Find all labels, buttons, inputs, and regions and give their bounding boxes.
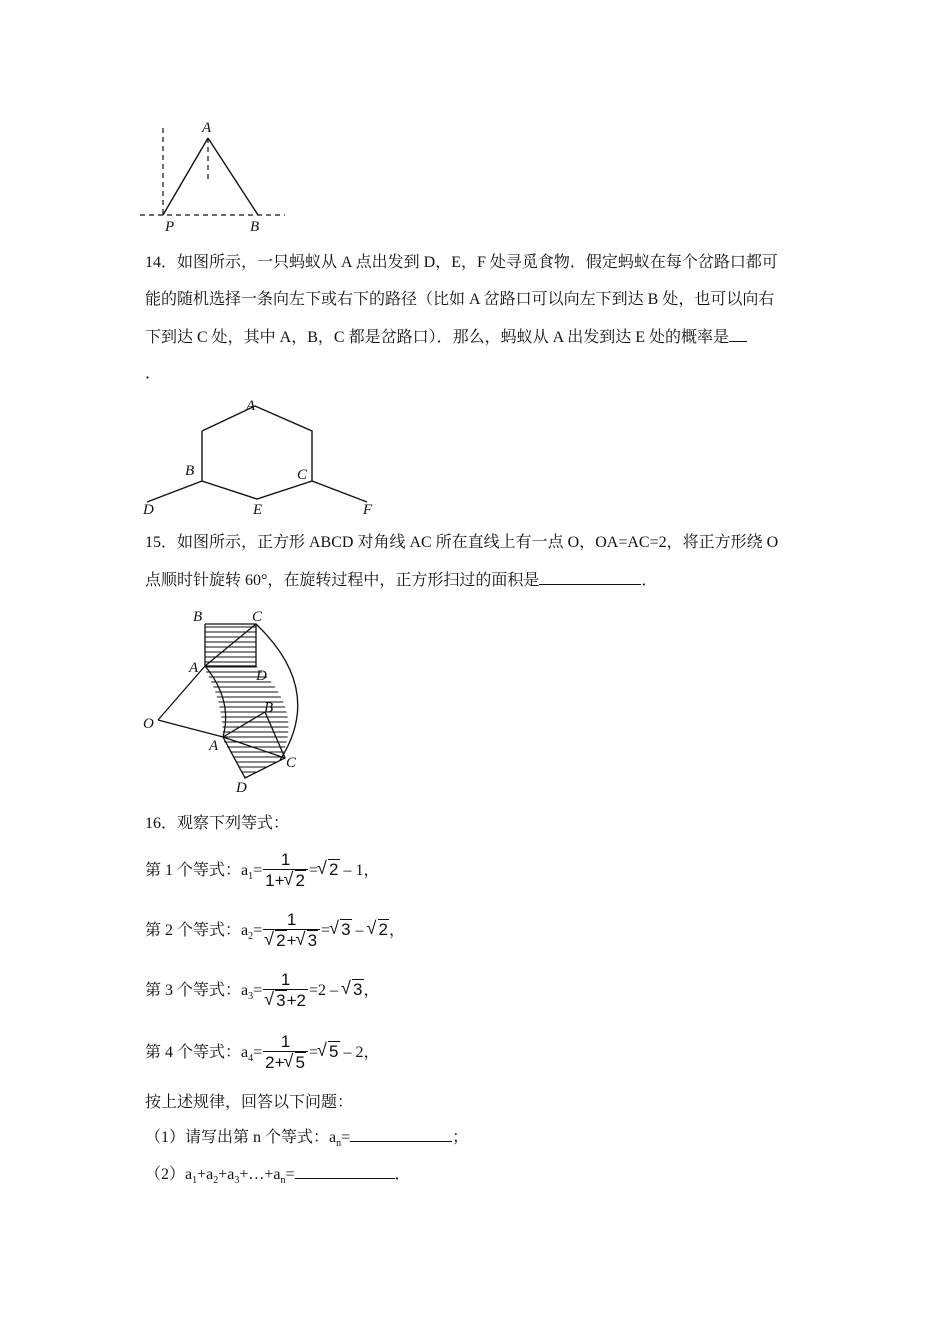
eq1-sub: 1 bbox=[248, 871, 254, 883]
q14-line4: ． bbox=[145, 365, 162, 382]
eq3-den bbox=[263, 989, 308, 1011]
eq3-r1: √ 3 bbox=[342, 968, 363, 1012]
label-c-rot: C bbox=[286, 755, 297, 771]
eq1-fraction bbox=[263, 851, 308, 891]
label-c: C bbox=[297, 467, 308, 483]
eq4-eq2: = bbox=[309, 1044, 319, 1061]
eq2-den bbox=[263, 929, 320, 951]
p1-sub: n bbox=[336, 1138, 342, 1150]
eq1-label: 第 1 个等式： bbox=[145, 862, 242, 879]
q16-eq1 bbox=[145, 848, 380, 899]
label-a-rot: A bbox=[209, 738, 219, 754]
p1-answer-blank bbox=[350, 1127, 452, 1142]
eq1-r1: √ 2 bbox=[318, 848, 339, 892]
p2-t2: +a bbox=[218, 1166, 235, 1183]
eq4-fraction bbox=[263, 1033, 308, 1073]
label-d-top: D bbox=[256, 668, 267, 684]
q15-line2-text: 点顺时针旋转 60°，在旋转过程中，正方形扫过的面积是 bbox=[145, 572, 540, 589]
eq4-r1: √ 5 bbox=[318, 1030, 339, 1074]
eq1-den-a: 1+ bbox=[265, 871, 285, 891]
p2-t3: +…+a bbox=[239, 1166, 281, 1183]
eq2-r2: √ 2 bbox=[368, 908, 389, 952]
eq1-den-rad: √ 2 bbox=[285, 871, 306, 891]
p2-s2: 2 bbox=[213, 1175, 219, 1187]
q16-eq3 bbox=[145, 968, 380, 1019]
p2-s1: 1 bbox=[192, 1175, 198, 1187]
eq3-sub: 3 bbox=[248, 991, 254, 1003]
eq2-den-rad1: √ 2 bbox=[265, 931, 286, 951]
p2-pre: （2）a bbox=[145, 1166, 193, 1183]
q14-line3 bbox=[145, 327, 747, 348]
eq1-eq: = bbox=[253, 862, 263, 879]
q15-answer-blank bbox=[539, 570, 641, 585]
eq1-eq2: = bbox=[309, 862, 319, 879]
q15-line2 bbox=[145, 570, 657, 591]
eq2-fraction bbox=[263, 911, 320, 951]
q14-line1: 14．如图所示，一只蚂蚁从 A 点出发到 D，E，F 处寻觅食物．假定蚂蚁在每个岔路口都可 bbox=[145, 254, 778, 271]
label-d-rot: D bbox=[236, 780, 247, 796]
eq3-fraction bbox=[263, 971, 308, 1011]
eq2-num: 1 bbox=[286, 910, 297, 930]
label-b-top: B bbox=[193, 609, 203, 625]
eq2-eq2: = bbox=[321, 922, 331, 939]
p2-t1: +a bbox=[197, 1166, 214, 1183]
eq3-den-b: +2 bbox=[286, 991, 307, 1011]
eq2-plus: + bbox=[286, 931, 297, 951]
p2-sn: n bbox=[280, 1175, 286, 1187]
eq4-label: 第 4 个等式： bbox=[145, 1044, 242, 1061]
q16-eq4 bbox=[145, 1030, 380, 1081]
q16-rule: 按上述规律，回答以下问题： bbox=[145, 1094, 354, 1111]
eq4-den-rad: √ 5 bbox=[285, 1053, 306, 1073]
label-a: A bbox=[246, 398, 256, 414]
eq1-den bbox=[263, 869, 308, 891]
q16-part2 bbox=[145, 1164, 411, 1191]
q14-line2: 能的随机选择一条向左下或右下的路径（比如 A 岔路口可以向左下到达 B 处，也可以向右 bbox=[145, 291, 775, 308]
figure-q13 bbox=[135, 118, 295, 238]
eq2-den-rad2: √ 3 bbox=[297, 931, 318, 951]
eq4-den bbox=[263, 1051, 308, 1073]
label-f: F bbox=[363, 502, 373, 518]
p2-s3: 3 bbox=[234, 1175, 240, 1187]
eq2-r1: √ 3 bbox=[330, 908, 351, 952]
eq3-label: 第 3 个等式： bbox=[145, 982, 242, 999]
p1-eq: = bbox=[341, 1129, 351, 1146]
q14-line3-text: 下到达 C 处，其中 A，B，C 都是岔路口）．那么，蚂蚁从 A 出发到达 E 处的概率是 bbox=[145, 329, 730, 346]
q16-part1 bbox=[145, 1127, 468, 1154]
eq4-num: 1 bbox=[280, 1032, 291, 1052]
eq3-lhs: a bbox=[241, 982, 249, 999]
figure-q15 bbox=[135, 600, 335, 800]
eq2-eq: = bbox=[253, 922, 263, 939]
label-b-rot: B bbox=[264, 700, 274, 716]
eq1-lhs: a bbox=[241, 862, 249, 879]
p2-answer-blank bbox=[295, 1164, 395, 1179]
label-a: A bbox=[202, 120, 212, 136]
eq2-minus: – bbox=[351, 922, 368, 939]
label-a-top: A bbox=[189, 660, 199, 676]
q14-answer-blank bbox=[729, 327, 747, 342]
eq2-label: 第 2 个等式： bbox=[145, 922, 242, 939]
eq2-sub: 2 bbox=[248, 931, 254, 943]
eq3-tail: ， bbox=[363, 982, 380, 999]
label-b: B bbox=[250, 219, 260, 235]
q16-title: 16．观察下列等式： bbox=[145, 815, 290, 832]
label-d: D bbox=[143, 502, 154, 518]
label-b: B bbox=[185, 463, 195, 479]
eq3-eq2: =2 – bbox=[309, 982, 343, 999]
p1-post: ； bbox=[452, 1129, 469, 1146]
eq4-tail: – 2， bbox=[339, 1044, 380, 1061]
eq4-eq: = bbox=[253, 1044, 263, 1061]
q15-line2-end: ． bbox=[641, 572, 658, 589]
figure-q14 bbox=[135, 392, 385, 522]
eq1-tail: – 1， bbox=[339, 862, 380, 879]
eq2-tail: ， bbox=[389, 922, 406, 939]
label-o: O bbox=[143, 716, 154, 732]
label-e: E bbox=[253, 502, 263, 518]
p1-pre: （1）请写出第 n 个等式：a bbox=[145, 1129, 337, 1146]
q16-eq2 bbox=[145, 908, 405, 959]
label-c-top: C bbox=[252, 609, 263, 625]
label-p: P bbox=[165, 219, 175, 235]
p2-eq: = bbox=[285, 1166, 295, 1183]
eq1-num: 1 bbox=[280, 850, 291, 870]
eq3-num: 1 bbox=[280, 970, 291, 990]
eq4-den-a: 2+ bbox=[265, 1053, 285, 1073]
eq4-sub: 4 bbox=[248, 1053, 254, 1065]
eq2-lhs: a bbox=[241, 922, 249, 939]
p2-post: ． bbox=[394, 1166, 411, 1183]
eq3-den-rad: √ 3 bbox=[265, 991, 286, 1011]
eq3-eq: = bbox=[253, 982, 263, 999]
q15-line1: 15．如图所示，正方形 ABCD 对角线 AC 所在直线上有一点 O，OA=AC=2，将正方形绕 O bbox=[145, 534, 779, 551]
eq4-lhs: a bbox=[241, 1044, 249, 1061]
